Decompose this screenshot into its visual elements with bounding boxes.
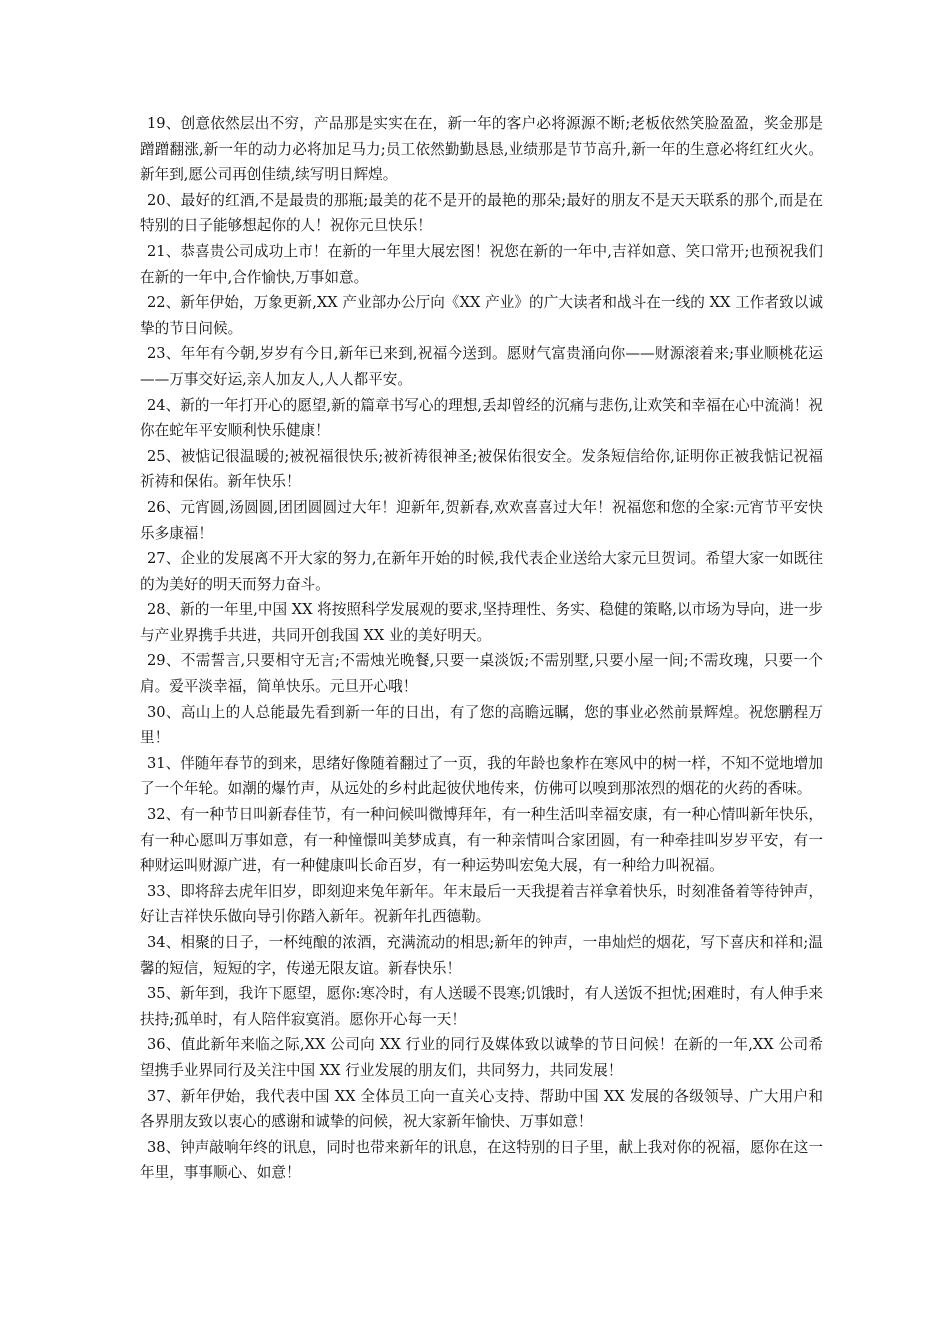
paragraph-27: 27、企业的发展离不开大家的努力,在新年开始的时候,我代表企业送给大家元旦贺词。希望大家一如既往的为美好的明天而努力奋斗。 <box>140 550 823 593</box>
paragraph-37: 37、新年伊始，我代表中国 XX 全体员工向一直关心支持、帮助中国 XX 发展的各级领导、广大用户和各界朋友致以衷心的感谢和诚挚的问候，祝大家新年愉快、万事如意！ <box>140 1087 823 1131</box>
paragraph-36: 36、值此新年来临之际,XX 公司向 XX 行业的同行及媒体致以诚挚的节日问候！在新的一年,XX 公司希望携手业界同行及关注中国 XX 行业发展的朋友们，共同努力，共同发展！ <box>140 1036 823 1079</box>
paragraph-25: 25、被惦记很温暖的;被祝福很快乐;被祈祷很神圣;被保佑很安全。发条短信给你,证明你正被我惦记祝福祈祷和保佑。新年快乐！ <box>140 447 823 491</box>
paragraph-34: 34、相聚的日子，一杯纯酿的浓酒，充满流动的相思;新年的钟声，一串灿烂的烟花，写下喜庆和祥和;温馨的短信，短短的字，传递无限友谊。新春快乐！ <box>140 934 823 977</box>
paragraph-21: 21、恭喜贵公司成功上市！在新的一年里大展宏图！祝您在新的一年中,吉祥如意、笑口常开;也预祝我们在新的一年中,合作愉快,万事如意。 <box>140 242 823 286</box>
paragraph-22: 22、新年伊始，万象更新,XX 产业部办公厅向《XX 产业》的广大读者和战斗在一线的 XX 工作者致以诚挚的节日问候。 <box>140 294 823 337</box>
paragraph-31: 31、伴随年春节的到来，思绪好像随着翻过了一页，我的年龄也象柞在寒风中的树一样，不知不觉地增加了一个年轮。如潮的爆竹声，从远处的乡村此起彼伏地传来，仿佛可以嗅到那浓烈的烟花的火药的香味。 <box>140 754 823 798</box>
paragraph-35: 35、新年到，我许下愿望，愿你:寒冷时，有人送暖不畏寒;饥饿时，有人送饭不担忧;困难时，有人伸手来扶持;孤单时，有人陪伴寂寞消。愿你开心每一天！ <box>140 985 823 1028</box>
paragraph-33: 33、即将辞去虎年旧岁，即刻迎来兔年新年。年末最后一天我提着吉祥拿着快乐，时刻准备着等待钟声，好让吉祥快乐做向导引你踏入新年。祝新年扎西德勒。 <box>140 882 823 926</box>
paragraph-32: 32、有一种节日叫新春佳节，有一种问候叫微博拜年，有一种生活叫幸福安康，有一种心情叫新年快乐，有一种心愿叫万事如意，有一种憧憬叫美梦成真，有一种亲情叫合家团圆，有一种牵挂叫岁岁平安，有一种财运叫财源广进，有一种健康叫长命百岁，有一种运势叫宏兔大展，有一种给力叫祝福。 <box>140 806 823 875</box>
paragraph-26: 26、元宵圆,汤圆圆,团团圆圆过大年！迎新年,贺新春,欢欢喜喜过大年！祝福您和您的全家:元宵节平安快乐多康福！ <box>140 498 823 542</box>
paragraph-24: 24、新的一年打开心的愿望,新的篇章书写心的理想,丢却曾经的沉痛与悲伤,让欢笑和幸福在心中流淌！祝你在蛇年平安顺利快乐健康！ <box>140 396 823 440</box>
paragraph-23: 23、年年有今朝,岁岁有今日,新年已来到,祝福今送到。愿财气富贵涌向你——财源滚着来;事业顺桃花运——万事交好运,亲人加友人,人人都平安。 <box>140 345 823 388</box>
paragraph-38: 38、钟声敲响年终的讯息，同时也带来新年的讯息，在这特别的日子里，献上我对你的祝福，愿你在这一年里，事事顺心、如意！ <box>140 1138 823 1182</box>
paragraph-29: 29、不需誓言,只要相守无言;不需烛光晚餐,只要一桌淡饭;不需别墅,只要小屋一间;不需玫瑰，只要一个肩。爱平淡幸福，简单快乐。元旦开心哦！ <box>140 652 823 696</box>
paragraph-20: 20、最好的红酒,不是最贵的那瓶;最美的花不是开的最艳的那朵;最好的朋友不是天天联系的那个,而是在特别的日子能够想起你的人！祝你元旦快乐！ <box>140 191 823 235</box>
paragraph-28: 28、新的一年里,中国 XX 将按照科学发展观的要求,坚持理性、务实、稳健的策略,以市场为导向，进一步与产业界携手共进，共同开创我国 XX 业的美好明天。 <box>140 601 823 644</box>
paragraph-19: 19、创意依然层出不穷，产品那是实实在在，新一年的客户必将源源不断;老板依然笑脸盈盈，奖金那是蹭蹭翻涨,新一年的动力必将加足马力;员工依然勤勤恳恳,业绩那是节节高升,新一年的生意必将红红火火。新年到,愿公司再创佳绩,续写明日辉煌。 <box>140 115 823 184</box>
paragraph-30: 30、高山上的人总能最先看到新一年的日出，有了您的高瞻远瞩，您的事业必然前景辉煌。祝您鹏程万里！ <box>140 703 823 747</box>
